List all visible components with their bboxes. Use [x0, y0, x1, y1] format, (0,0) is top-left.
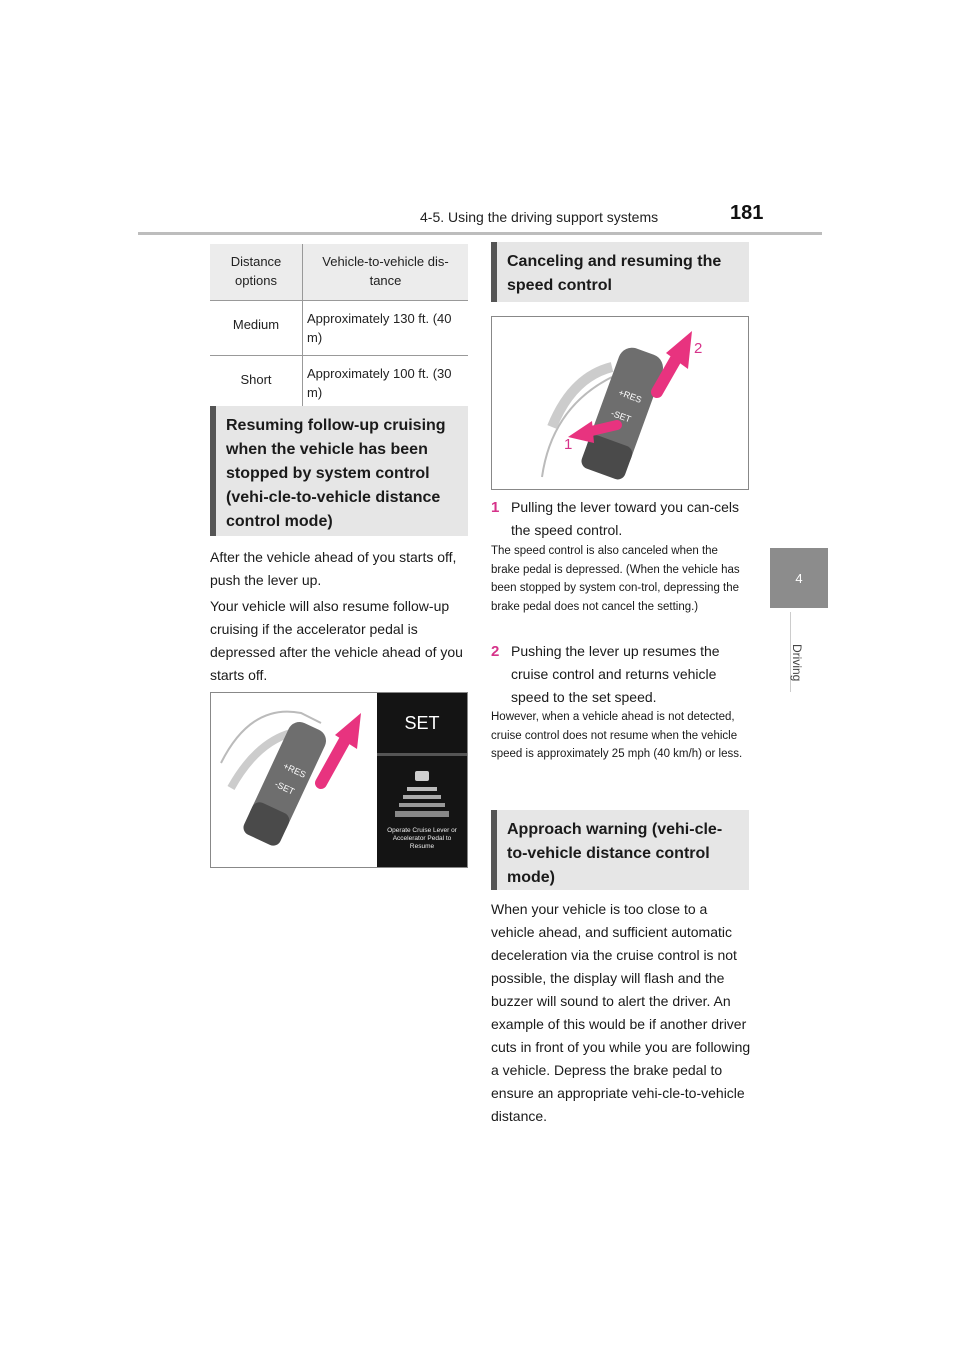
cancel-lever-figure	[491, 316, 749, 490]
multi-info-display	[377, 693, 467, 867]
table-header-row	[210, 244, 468, 301]
step-1	[491, 496, 749, 542]
cancel-note-2: However, when a vehicle ahead is not detected, cruise control does not resume when the vehicle speed is approximately 25 mph (40 km/h) or less.	[491, 711, 743, 760]
table-row	[210, 356, 468, 411]
cancel-note-1: The speed control is also canceled when the brake pedal is depressed. (When the vehicle has been stopped by system con-trol, depressing the brake pedal does not cancel the setting.)	[491, 545, 740, 613]
set-indicator: SET	[377, 693, 467, 756]
lever-label-res: +RES	[617, 387, 643, 405]
table-cell: Medium	[210, 301, 303, 356]
step-number: 1	[491, 499, 500, 516]
step-text: Pulling the lever toward you can-cels the speed control.	[511, 499, 740, 538]
display-message: Operate Cruise Lever or Accelerator Pedal to Resume	[387, 827, 457, 850]
figure-callout-2: 2	[694, 340, 703, 357]
table-header-cell: Vehicle-to-vehicle dis-tance	[303, 244, 469, 301]
vehicle-distance-icon	[395, 767, 449, 823]
distance-options-table	[210, 244, 468, 411]
lever-label-set: -SET	[273, 778, 297, 797]
step-text: Pushing the lever up resumes the cruise control and returns vehicle speed to the set speed.	[511, 643, 720, 705]
table-cell: Approximately 100 ft. (30 m)	[303, 356, 469, 411]
table-cell: Short	[210, 356, 303, 411]
approach-paragraph: When your vehicle is too close to a vehicle ahead, and sufficient automatic deceleration via the cruise control is not possible, the display will flash and the buzzer will sound to alert the driver. An example of this would be if another driver cuts in front of you while you are following a vehicle. Depress the brake pedal to ensure an appropriate vehi-cle-to-vehicle distance.	[491, 901, 751, 1124]
header-rule	[138, 232, 822, 235]
figure-callout-1: 1	[564, 436, 573, 453]
approach-section-title: Approach warning (vehi-cle-to-vehicle distance control mode)	[491, 810, 749, 890]
step-number: 2	[491, 643, 500, 660]
running-header-title: 4-5. Using the driving support systems	[420, 209, 659, 225]
resume-section-title: Resuming follow-up cruising when the vehicle has been stopped by system control (vehi-cle-to-vehicle distance control mode)	[210, 406, 468, 536]
lever-label-set: -SET	[609, 408, 633, 425]
table-header-cell: Distance options	[210, 244, 303, 301]
cruise-lever-icon	[211, 693, 377, 867]
page-number: 181	[730, 202, 764, 224]
cruise-lever-icon	[492, 317, 748, 489]
chapter-label: Driving	[790, 644, 804, 682]
chapter-tab[interactable]	[770, 548, 828, 608]
resume-paragraph-2: Your vehicle will also resume follow-up cruising if the accelerator pedal is depressed after the vehicle ahead of you starts off.	[210, 598, 463, 683]
resume-lever-figure	[210, 692, 468, 868]
table-row	[210, 301, 468, 356]
cancel-section-title: Canceling and resuming the speed control	[491, 242, 749, 302]
lever-label-res: +RES	[281, 760, 308, 780]
chapter-number: 4	[795, 570, 803, 586]
step-2	[491, 640, 749, 709]
table-cell: Approximately 130 ft. (40 m)	[303, 301, 469, 356]
resume-paragraph-1: After the vehicle ahead of you starts off, push the lever up.	[210, 549, 457, 588]
lever-illustration	[211, 693, 377, 867]
